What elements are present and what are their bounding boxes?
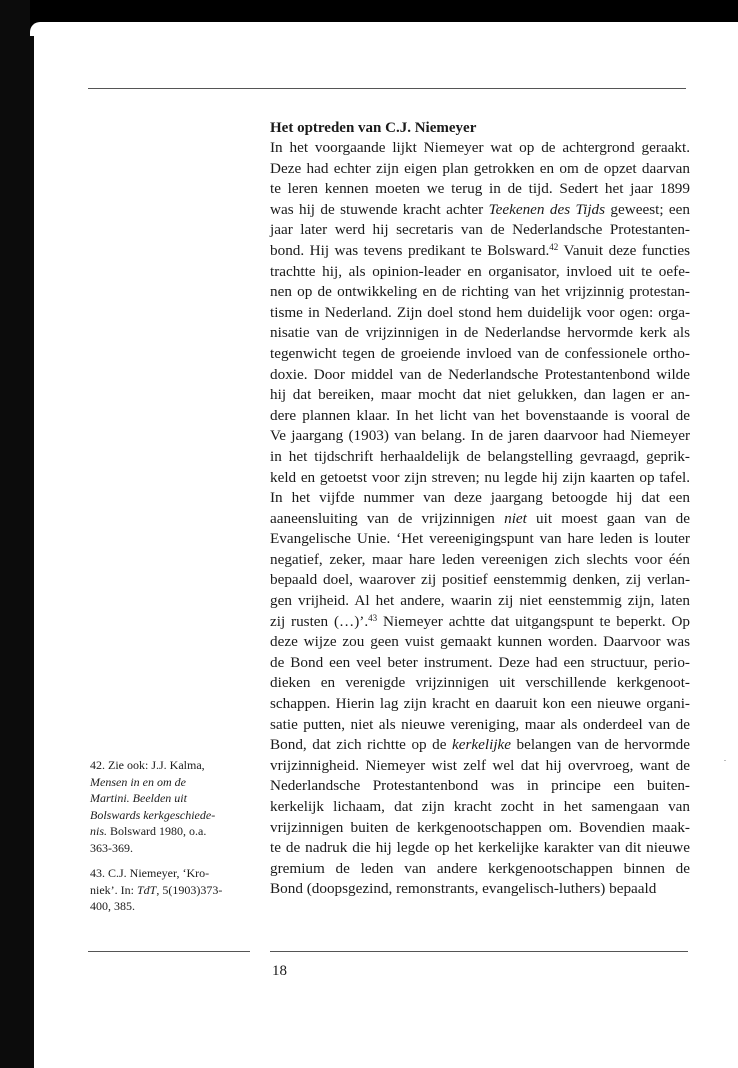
text-line (270, 159, 690, 180)
text-run: Teekenen des Tijds (488, 200, 606, 218)
page-corner (30, 22, 738, 36)
text-line (270, 406, 690, 427)
text-run: Deze had echter zijn eigen plan getrokken en om de opzet daarvan (270, 159, 690, 177)
scan-border-left (0, 0, 34, 1068)
footnote-line (90, 882, 250, 899)
text-line (270, 241, 690, 262)
text-run: belangen van de hervormde (511, 736, 690, 754)
text-run: kerkelijk lichaam, dat zijn kracht zocht in het samengaan van (270, 798, 690, 815)
text-run: hij dat bereiken, maar mocht dat niet gelukken, dan lagen er an- (270, 386, 690, 404)
text-run: Martini. Beelden uit (90, 791, 187, 805)
text-line (270, 447, 690, 468)
text-line (270, 282, 690, 303)
body-paragraph (270, 138, 690, 900)
text-line (270, 138, 690, 159)
text-run: was hij de stuwende kracht achter (270, 200, 489, 218)
text-run: negatief, zeker, maar hare leden vereenigen zich slechts voor één (270, 550, 690, 568)
text-run: 42. Zie ook: J.J. Kalma, (90, 758, 205, 772)
text-run: nen op de ontwikkeling en de richting van het vrijzinnig protestan- (270, 283, 690, 301)
text-line (270, 200, 690, 221)
text-line (270, 262, 690, 283)
text-run: 363-369. (90, 840, 133, 855)
text-line (270, 385, 690, 406)
text-run: Niemeyer achtte dat uitgangspunt te beperkt. Op (377, 612, 691, 630)
text-line (270, 776, 690, 797)
text-run: nisatie van de vrijzinnigen in de Nederlandse hervormde kerk als (270, 324, 690, 342)
footnote-line (90, 823, 250, 840)
text-line (270, 673, 690, 694)
text-run: te de nadruk die hij legde op het kerkelijke karakter van dit nieuwe (270, 839, 690, 857)
text-run: gen vrijheid. Al het andere, waarin zij niet eenstemmig zijn, laten (270, 592, 690, 610)
text-run: Nederlandsche Protestantenbond was in principe een buiten- (270, 777, 690, 795)
text-line (270, 735, 690, 756)
text-run: te leren kennen moeten we terug in de tijd. Sedert het jaar 1899 (270, 180, 690, 198)
text-run: trachtte hij, als opinion-leader en organisator, invloed uit te oefe- (270, 262, 690, 280)
text-run: satie putten, niet als nieuwe vereniging, maar als onderdeel van de (270, 715, 690, 733)
text-run: niek’. In: (90, 882, 137, 897)
text-line (270, 859, 690, 880)
footer-rule-left (88, 951, 250, 952)
text-run: kerkelijke (452, 736, 512, 754)
text-run: 43 (368, 612, 378, 623)
text-line (270, 529, 690, 550)
text-run: Bond (doopsgezind, remonstrants, evangelisch-luthers) bepaald (270, 880, 657, 898)
text-run: keld en getoetst voor zijn streven; nu legde hij zijn kaarten op tafel. (270, 468, 690, 486)
text-run: zij rusten (…)’. (270, 612, 369, 630)
footnote-line (90, 807, 250, 824)
text-run: 43. C.J. Niemeyer, ‘Kro- (90, 866, 210, 880)
text-run: Vanuit deze functies (558, 241, 690, 259)
scan-mark (724, 760, 726, 761)
text-line (270, 323, 690, 344)
text-run: TdT (137, 882, 157, 897)
text-line (270, 344, 690, 365)
text-run: Evangelische Unie. ‘Het vereenigingspunt van hare leden is louter (270, 530, 690, 548)
text-run: geweest; een (605, 200, 690, 218)
text-line (270, 550, 690, 571)
text-line (270, 220, 690, 241)
text-line (270, 818, 690, 839)
text-run: vrijzinnigen buiten de kerkgenootschappen om. Bovendien maak- (270, 818, 690, 836)
text-line (270, 303, 690, 324)
text-run: uit moest gaan van de (526, 509, 691, 527)
text-run: niet (504, 509, 527, 527)
text-run: 42 (549, 241, 559, 252)
text-line (270, 612, 690, 633)
footnote-line (90, 757, 250, 774)
text-run: Bolsward 1980, o.a. (107, 824, 207, 838)
text-run: In het vijfde nummer van deze jaargang betoogde hij dat een (270, 489, 690, 507)
text-run: 400, 385. (90, 899, 135, 913)
text-line (270, 509, 690, 530)
text-run: Bolswards kerkgeschiede- (90, 807, 216, 822)
text-run: Bond, dat zich richtte op de (270, 736, 453, 754)
text-line (270, 365, 690, 386)
footnote-line (90, 840, 250, 857)
text-run: bepaald doel, waarover zij positief eenstemmig denken, zij verlan- (270, 571, 690, 589)
text-run: dieken en verenigde vrijzinnigen uit verschillende kerkgenoot- (270, 674, 690, 692)
header-rule (88, 88, 686, 89)
text-run: jaar later werd hij secretaris van de Nederlandsche Protestanten- (270, 221, 690, 239)
text-line (270, 694, 690, 715)
footnote-line (90, 865, 250, 882)
text-run: gremium de leden van andere kerkgenootschappen binnen de (270, 859, 690, 877)
text-line (270, 838, 690, 859)
text-run: doxie. Door middel van de Nederlandsche Protestantenbond wilde (270, 365, 690, 383)
text-line (270, 488, 690, 509)
text-run: tisme in Nederland. Zijn doel stond hem duidelijk voor ogen: orga- (270, 303, 690, 321)
text-line (270, 756, 690, 777)
text-run: , 5(1903)373- (156, 882, 223, 897)
text-line (270, 632, 690, 653)
footnote-line (90, 898, 250, 915)
footnotes-column (90, 757, 250, 924)
footer-rule-right (270, 951, 688, 952)
text-run: deze wijze zou geen vuist gemaakt kunnen worden. Daarvoor was (270, 633, 690, 651)
text-line (270, 570, 690, 591)
page-number: 18 (272, 963, 287, 979)
text-run: in het tijdschrift herhaaldelijk de belangstelling gevraagd, geprik- (270, 447, 690, 465)
text-run: de Bond een veel beter instrument. Deze had een structuur, perio- (270, 653, 690, 671)
footnote-line (90, 790, 250, 807)
text-line (270, 591, 690, 612)
text-run: tegenwicht tegen de groeiende invloed van de confessionele ortho- (270, 344, 690, 362)
text-line (270, 797, 690, 818)
text-run: dere plannen klaar. In het licht van het bovenstaande is vooral de (270, 406, 690, 424)
text-line (270, 426, 690, 447)
text-line (270, 879, 690, 900)
footnote-line (90, 774, 250, 791)
text-run: vrijzinnigheid. Niemeyer wist zelf wel dat hij overvroeg, want de (270, 756, 690, 774)
text-run: bond. Hij was tevens predikant te Bolsward. (270, 241, 550, 259)
text-line (270, 179, 690, 200)
footnote (90, 757, 250, 856)
text-run: aaneensluiting van de vrijzinnigen (270, 509, 505, 527)
text-run: schappen. Hierin lag zijn kracht en daaruit kon een nieuwe organi- (270, 695, 690, 713)
text-run: nis. (90, 824, 108, 838)
text-run: Mensen in en om de (90, 774, 186, 789)
text-line (270, 468, 690, 489)
text-line (270, 715, 690, 736)
text-line (270, 653, 690, 674)
section-heading: Het optreden van C.J. Niemeyer (270, 120, 477, 136)
text-run: In het voorgaande lijkt Niemeyer wat op de achtergrond geraakt. (270, 139, 690, 156)
text-run: Ve jaargang (1903) van belang. In de jaren daarvoor had Niemeyer (270, 427, 690, 445)
footnote (90, 865, 250, 915)
